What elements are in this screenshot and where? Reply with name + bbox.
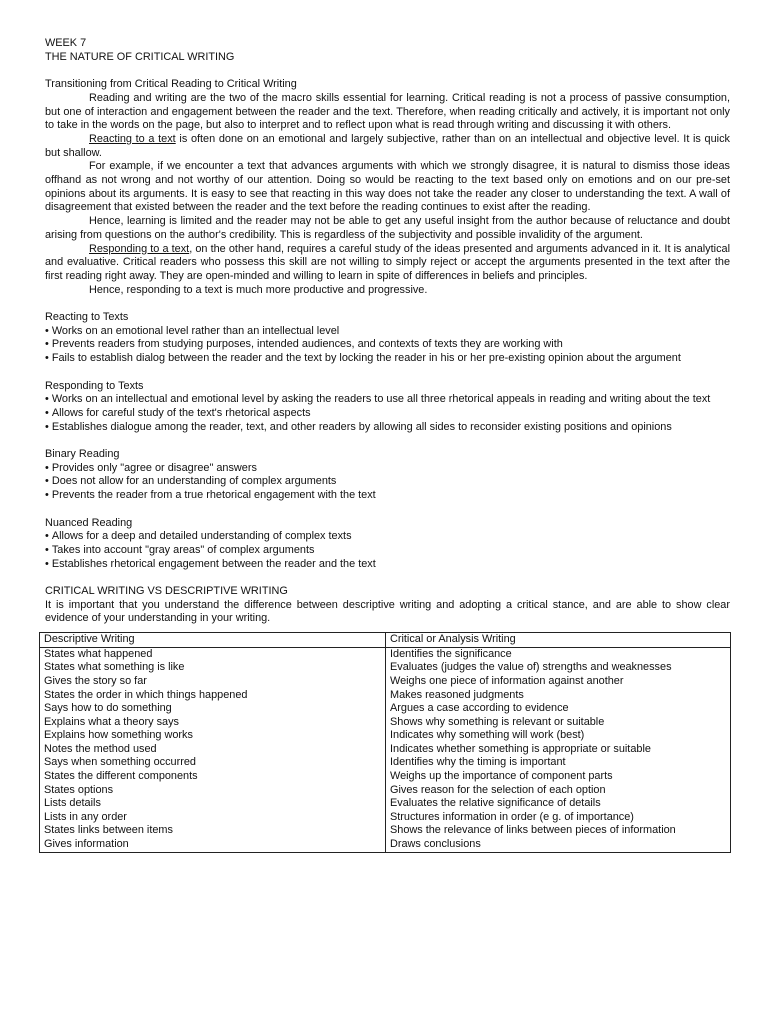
table-row [40, 784, 731, 798]
table-row [40, 647, 731, 661]
bullet-item: • Takes into account "gray areas" of complex arguments [45, 544, 730, 558]
intro-paragraph-6: Hence, responding to a text is much more productive and progressive. [89, 283, 428, 296]
bullet-item: • Allows for careful study of the text's rhetorical aspects [45, 407, 730, 421]
descriptive-cell: Notes the method used [40, 743, 386, 757]
table-row [40, 743, 731, 757]
descriptive-cell: States the different components [40, 770, 386, 784]
table-row [40, 797, 731, 811]
bullet-item: • Establishes rhetorical engagement between the reader and the text [45, 558, 730, 572]
table-row [40, 661, 731, 675]
critical-cell: Indicates whether something is appropriate or suitable [386, 743, 731, 757]
intro-paragraph-4: Hence, learning is limited and the reader may not be able to get any useful insight from the author because of reluctance and doubt arising from questions on the author's credibility. This is regardless of the subjectivity and possible invalidity of the argument. [45, 215, 730, 241]
descriptive-cell: States the order in which things happened [40, 689, 386, 703]
table-row [40, 729, 731, 743]
table-row [40, 756, 731, 770]
list-section-reacting [45, 311, 730, 366]
document-page [45, 37, 730, 853]
critical-cell: Gives reason for the selection of each option [386, 784, 731, 798]
critical-cell: Evaluates (judges the value of) strengths and weaknesses [386, 661, 731, 675]
table-row [40, 716, 731, 730]
table-row [40, 675, 731, 689]
term-reacting: Reacting to a text [89, 132, 176, 145]
intro-paragraph-2-text: is often done on an emotional and largely subjective, rather than on an intellectual and objective level. It is quick but shallow. [45, 132, 730, 159]
list-section-binary [45, 448, 730, 503]
bullet-item: • Establishes dialogue among the reader, text, and other readers by allowing all sides to reconsider existing positions and opinions [45, 421, 730, 435]
descriptive-cell: Explains how something works [40, 729, 386, 743]
critical-cell: Identifies the significance [386, 647, 731, 661]
comparison-table [39, 632, 731, 853]
bullet-item: • Prevents the reader from a true rhetorical engagement with the text [45, 489, 730, 503]
bullet-item: • Does not allow for an understanding of complex arguments [45, 475, 730, 489]
critical-cell: Shows the relevance of links between pieces of information [386, 824, 731, 838]
descriptive-cell: Explains what a theory says [40, 716, 386, 730]
bullet-list [45, 462, 730, 503]
bullet-item: • Provides only "agree or disagree" answers [45, 462, 730, 476]
bullet-item: • Allows for a deep and detailed understanding of complex texts [45, 530, 730, 544]
bullet-item: • Works on an emotional level rather than an intellectual level [45, 325, 730, 339]
list-section-responding [45, 380, 730, 435]
list-title: Reacting to Texts [45, 311, 129, 324]
list-section-nuanced [45, 517, 730, 572]
term-responding: Responding to a text [89, 242, 190, 255]
column-header-critical: Critical or Analysis Writing [386, 633, 731, 648]
intro-paragraph-1: Reading and writing are the two of the macro skills essential for learning. Critical reading is not a process of passive consumption, but one of interaction and engagement between the reader and the text. Therefore, when reading critically and actively, it is important not only to take in the words on the page, but also to interpret and to reflect upon what is read through writing and discussing it with others. [45, 91, 730, 132]
descriptive-cell: Gives information [40, 838, 386, 852]
list-title: Nuanced Reading [45, 516, 133, 529]
critical-cell: Identifies why the timing is important [386, 756, 731, 770]
descriptive-cell: Gives the story so far [40, 675, 386, 689]
table-row [40, 770, 731, 784]
intro-paragraph-3: For example, if we encounter a text that advances arguments with which we strongly disagree, it is natural to dismiss those ideas offhand as not wrong and not worthy of our attention. Doing so would be reacting to the text based only on emotions and on our pre-set opinions about its arguments. It is easy to see that reacting in this way does not take the reader any closer to understanding the text. A wall of disagreement that existed between the reader and the text before the reading continues to exist after the reading. [45, 160, 730, 214]
bullet-item: • Works on an intellectual and emotional level by asking the readers to use all three rhetorical appeals in reading and writing about the text [45, 393, 730, 407]
list-title: Binary Reading [45, 448, 120, 461]
critical-cell: Weighs up the importance of component parts [386, 770, 731, 784]
table-header-row [40, 633, 731, 648]
critical-cell: Indicates why something will work (best) [386, 729, 731, 743]
bullet-list [45, 393, 730, 434]
critical-cell: Makes reasoned judgments [386, 689, 731, 703]
critical-cell: Draws conclusions [386, 838, 731, 852]
table-row [40, 824, 731, 838]
bullet-item: • Prevents readers from studying purposes, intended audiences, and contexts of texts they are working with [45, 338, 730, 352]
descriptive-cell: States what something is like [40, 661, 386, 675]
list-title: Responding to Texts [45, 379, 144, 392]
bullet-item: • Fails to establish dialog between the reader and the text by locking the reader in his or her pre-existing opinion about the argument [45, 352, 730, 366]
bullet-list [45, 530, 730, 571]
descriptive-cell: States links between items [40, 824, 386, 838]
intro-heading: Transitioning from Critical Reading to Critical Writing [45, 78, 297, 91]
critical-cell: Shows why something is relevant or suitable [386, 716, 731, 730]
bullet-list [45, 325, 730, 366]
descriptive-cell: Says how to do something [40, 702, 386, 716]
document-title: THE NATURE OF CRITICAL WRITING [45, 50, 235, 63]
comparison-intro: It is important that you understand the difference between descriptive writing and adopting a critical stance, and are able to show clear evidence of your understanding in your writing. [45, 598, 730, 625]
descriptive-cell: States what happened [40, 647, 386, 661]
descriptive-cell: States options [40, 784, 386, 798]
table-row [40, 838, 731, 852]
week-label: WEEK 7 [45, 37, 87, 49]
descriptive-cell: Says when something occurred [40, 756, 386, 770]
critical-cell: Argues a case according to evidence [386, 702, 731, 716]
intro-paragraph-5-text: , on the other hand, requires a careful study of the ideas presented and arguments advanced in it. It is analytical and evaluative. Critical readers who possess this skill are not willing to simply reject or accept the arguments presented in the text after the first reading right away. They are open-minded and willing to learn in spite of differences in beliefs and principles. [45, 242, 730, 282]
critical-cell: Evaluates the relative significance of details [386, 797, 731, 811]
descriptive-cell: Lists in any order [40, 811, 386, 825]
intro-paragraph-2 [45, 133, 730, 160]
descriptive-cell: Lists details [40, 797, 386, 811]
column-header-descriptive: Descriptive Writing [40, 633, 386, 648]
critical-cell: Structures information in order (e g. of importance) [386, 811, 731, 825]
table-row [40, 702, 731, 716]
comparison-heading: CRITICAL WRITING VS DESCRIPTIVE WRITING [45, 585, 288, 598]
intro-paragraph-5 [45, 243, 730, 284]
critical-cell: Weighs one piece of information against another [386, 675, 731, 689]
table-row [40, 689, 731, 703]
table-row [40, 811, 731, 825]
